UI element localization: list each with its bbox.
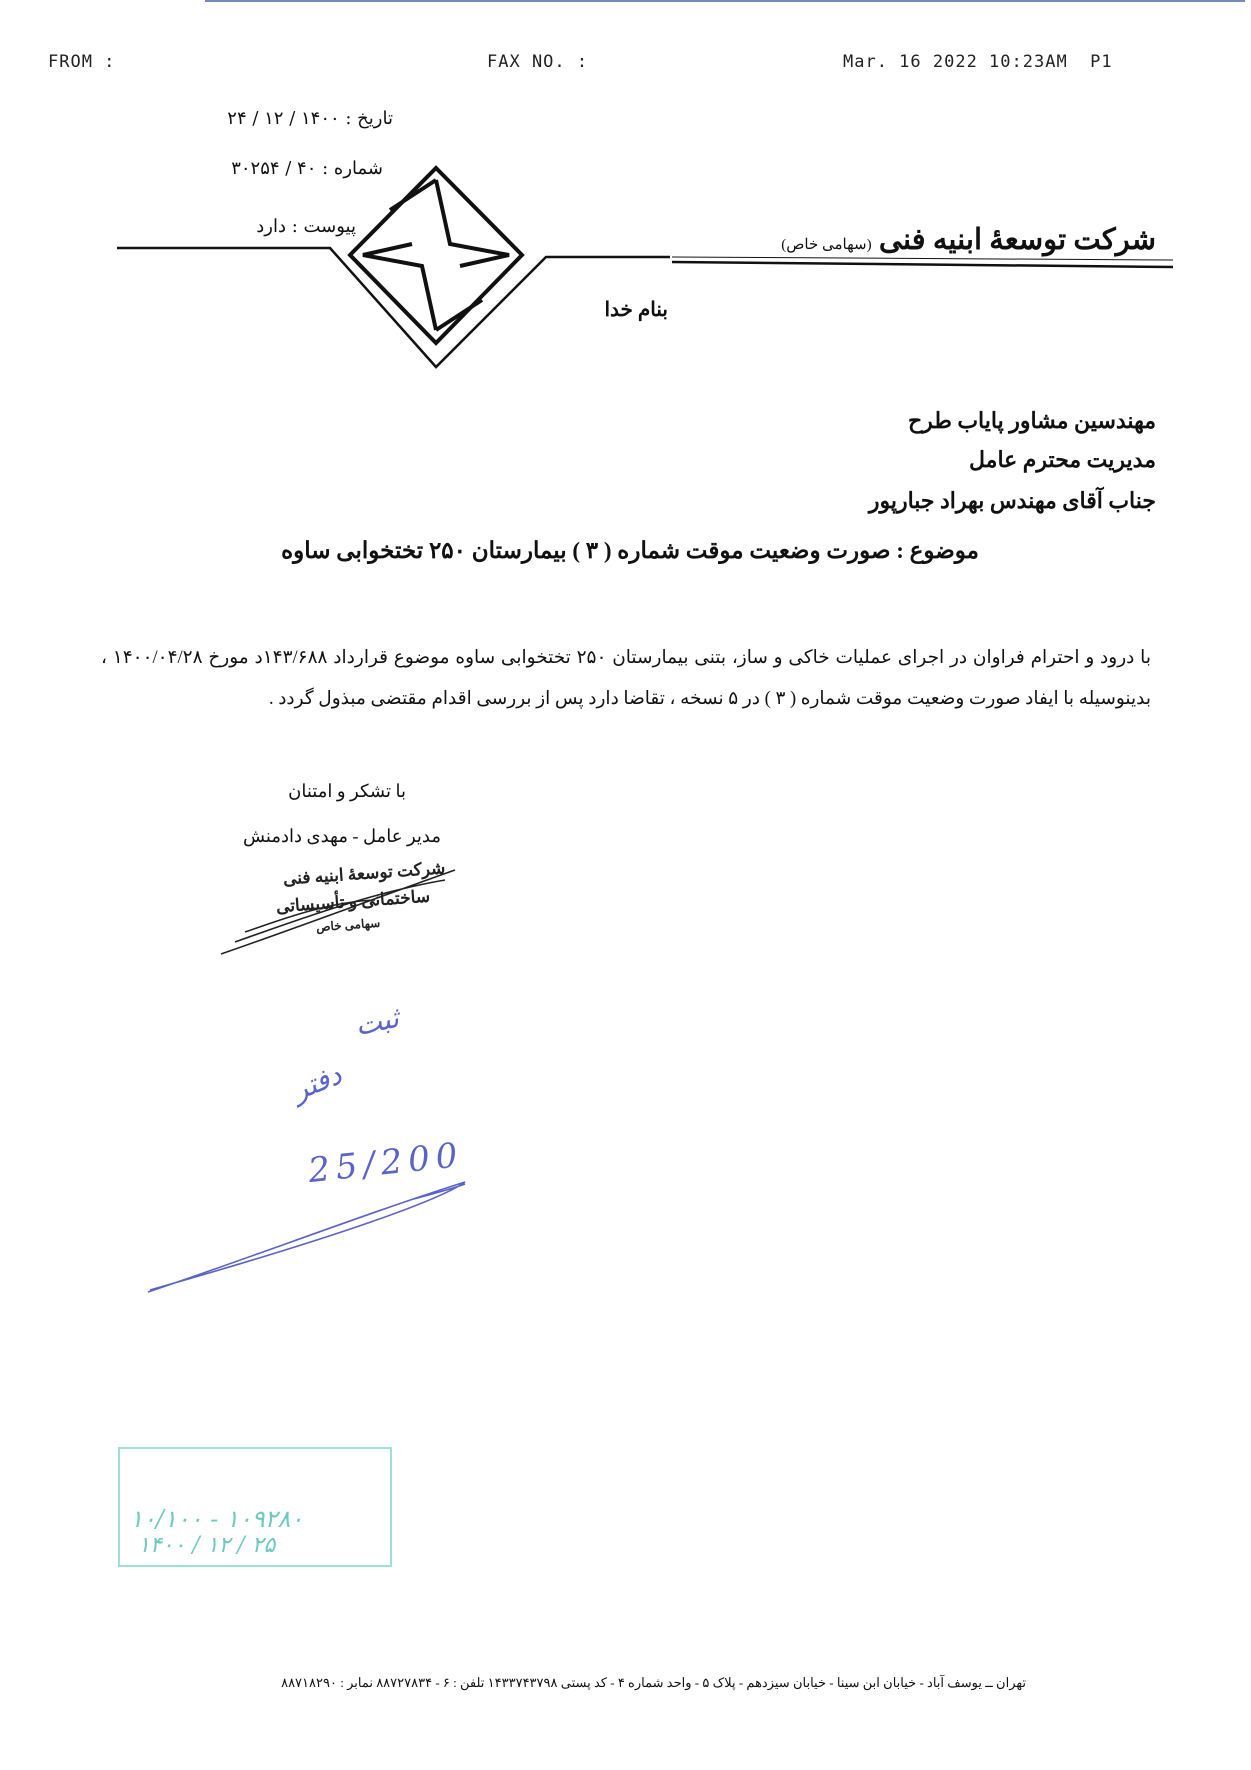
letterhead-graphics — [0, 0, 1251, 380]
fax-from: FROM : — [48, 52, 116, 72]
stamp-line-2: ساختمانی و تأسیساتی — [275, 886, 431, 917]
letterhead-rule-right — [672, 262, 1173, 267]
stamp-line-3: سهامی خاص — [315, 915, 381, 935]
stamp-line-1: شرکت توسعهٔ ابنیه فنی — [282, 858, 446, 889]
addressee-line-1: مهندسین مشاور پایاب طرح — [907, 408, 1156, 433]
fax-timestamp: Mar. 16 2022 10:23AM P1 — [843, 52, 1113, 72]
addressee-line-2: مدیریت محترم عامل — [969, 447, 1156, 472]
receipt-stamp-line-2: ۱۴۰۰ / ۱۲ / ۲۵ — [138, 1533, 276, 1558]
closing-thanks: با تشکر و امتنان — [288, 781, 406, 801]
addressee-line-3: جناب آقای مهندس بهراد جبارپور — [868, 488, 1156, 513]
company-type: (سهامی خاص) — [781, 237, 872, 253]
letterhead-rule — [117, 248, 670, 367]
receipt-stamp-line-1: ۱۰/۱۰۰ - ۱۰۹۲۸۰ — [130, 1505, 304, 1533]
closing-signer: مدیر عامل - مهدی دادمنش — [242, 826, 441, 846]
letterhead-rule-right-upper — [672, 257, 1173, 260]
handwritten-signature — [140, 1170, 480, 1300]
stamp-signature-scribble — [215, 862, 475, 962]
subject-line: موضوع : صورت وضعیت موقت شماره ( ۳ ) بیمارستان ۲۵۰ تختخوابی ساوه — [281, 538, 979, 563]
receipt-stamp — [118, 1447, 392, 1567]
letter-attachment: پیوست : دارد — [256, 216, 356, 237]
company-logo-icon — [350, 168, 522, 343]
letter-body: با درود و احترام فراوان در اجرای عملیات خاکی و ساز، بتنی بیمارستان ۲۵۰ تختخوابی ساوه موضوع قرارداد ۱۴۳/۶۸۸د مورخ ۱۴۰۰/۰۴/۲۸ ، بدینوسیله با ایفاد صورت وضعیت موقت شماره ( ۳ ) در ۵ نسخه ، تقاضا دارد پس از بررسی اقدام مقتضی مبذول گردد . — [101, 648, 1151, 709]
handwritten-note-1: ثبت — [352, 1000, 402, 1043]
company-title: شرکت توسعهٔ ابنیه فنی — [878, 224, 1156, 256]
fax-number: FAX NO. : — [487, 52, 589, 72]
company-stamp — [215, 858, 475, 962]
letter-number: شماره : ۴۰ / ۳۰۲۵۴ — [231, 158, 383, 179]
basmala: بنام خدا — [604, 299, 668, 321]
handwritten-number: 25/200 — [306, 1134, 466, 1192]
handwritten-note-2: دفتر — [287, 1057, 347, 1108]
company-name — [781, 222, 1156, 257]
footer-address: تهران ــ یوسف آباد - خیابان ابن سینا - خیابان سیزدهم - پلاک ۵ - واحد شماره ۴ - کد پستی ۱۴۳۳۷۴۳۷۹۸ تلفن : ۶ - ۸۸۷۲۷۸۳۴ نمابر : ۸۸۷۱۸۲۹۰ — [281, 1675, 1026, 1690]
letter-date: تاریخ : ۱۴۰۰ / ۱۲ / ۲۴ — [227, 108, 393, 129]
